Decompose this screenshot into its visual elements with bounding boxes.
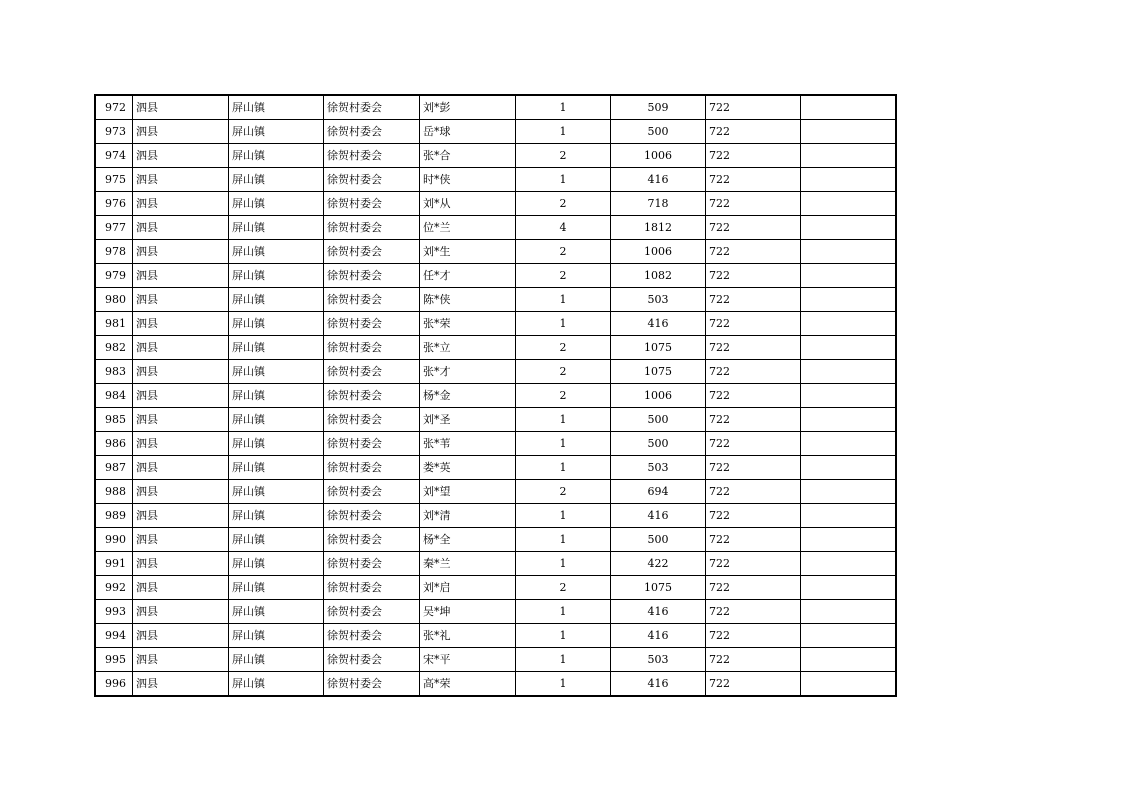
town-cell: 屏山镇	[229, 192, 324, 216]
standard-cell: 722	[706, 672, 801, 696]
standard-cell: 722	[706, 168, 801, 192]
note-cell	[801, 288, 896, 312]
row-number-cell: 987	[96, 456, 133, 480]
people-count-cell: 2	[516, 192, 611, 216]
county-cell: 泗县	[133, 504, 229, 528]
data-table	[95, 95, 896, 696]
name-cell: 杨*金	[420, 384, 516, 408]
village-cell: 徐贺村委会	[324, 240, 420, 264]
village-cell: 徐贺村委会	[324, 384, 420, 408]
people-count-cell: 1	[516, 96, 611, 120]
village-cell: 徐贺村委会	[324, 672, 420, 696]
name-cell: 刘*生	[420, 240, 516, 264]
row-number-cell: 977	[96, 216, 133, 240]
town-cell: 屏山镇	[229, 216, 324, 240]
village-cell: 徐贺村委会	[324, 264, 420, 288]
county-cell: 泗县	[133, 480, 229, 504]
town-cell: 屏山镇	[229, 552, 324, 576]
note-cell	[801, 576, 896, 600]
town-cell: 屏山镇	[229, 120, 324, 144]
amount-cell: 500	[611, 528, 706, 552]
table-row	[96, 96, 896, 120]
village-cell: 徐贺村委会	[324, 336, 420, 360]
village-cell: 徐贺村委会	[324, 624, 420, 648]
name-cell: 刘*从	[420, 192, 516, 216]
row-number-cell: 975	[96, 168, 133, 192]
village-cell: 徐贺村委会	[324, 168, 420, 192]
note-cell	[801, 312, 896, 336]
people-count-cell: 2	[516, 360, 611, 384]
village-cell: 徐贺村委会	[324, 504, 420, 528]
county-cell: 泗县	[133, 168, 229, 192]
standard-cell: 722	[706, 216, 801, 240]
name-cell: 刘*圣	[420, 408, 516, 432]
row-number-cell: 983	[96, 360, 133, 384]
row-number-cell: 978	[96, 240, 133, 264]
town-cell: 屏山镇	[229, 360, 324, 384]
county-cell: 泗县	[133, 360, 229, 384]
town-cell: 屏山镇	[229, 528, 324, 552]
note-cell	[801, 120, 896, 144]
town-cell: 屏山镇	[229, 264, 324, 288]
town-cell: 屏山镇	[229, 648, 324, 672]
amount-cell: 500	[611, 408, 706, 432]
county-cell: 泗县	[133, 288, 229, 312]
name-cell: 吴*坤	[420, 600, 516, 624]
village-cell: 徐贺村委会	[324, 576, 420, 600]
note-cell	[801, 600, 896, 624]
note-cell	[801, 480, 896, 504]
county-cell: 泗县	[133, 624, 229, 648]
town-cell: 屏山镇	[229, 384, 324, 408]
table-row	[96, 120, 896, 144]
note-cell	[801, 456, 896, 480]
village-cell: 徐贺村委会	[324, 144, 420, 168]
row-number-cell: 976	[96, 192, 133, 216]
row-number-cell: 984	[96, 384, 133, 408]
row-number-cell: 995	[96, 648, 133, 672]
standard-cell: 722	[706, 600, 801, 624]
village-cell: 徐贺村委会	[324, 96, 420, 120]
county-cell: 泗县	[133, 264, 229, 288]
amount-cell: 422	[611, 552, 706, 576]
table-row	[96, 528, 896, 552]
amount-cell: 509	[611, 96, 706, 120]
table-row	[96, 336, 896, 360]
village-cell: 徐贺村委会	[324, 216, 420, 240]
people-count-cell: 2	[516, 264, 611, 288]
note-cell	[801, 360, 896, 384]
row-number-cell: 986	[96, 432, 133, 456]
county-cell: 泗县	[133, 192, 229, 216]
amount-cell: 1812	[611, 216, 706, 240]
people-count-cell: 1	[516, 528, 611, 552]
town-cell: 屏山镇	[229, 96, 324, 120]
table-row	[96, 144, 896, 168]
table-row	[96, 432, 896, 456]
county-cell: 泗县	[133, 408, 229, 432]
table-row	[96, 552, 896, 576]
row-number-cell: 974	[96, 144, 133, 168]
amount-cell: 416	[611, 624, 706, 648]
name-cell: 位*兰	[420, 216, 516, 240]
county-cell: 泗县	[133, 528, 229, 552]
people-count-cell: 2	[516, 144, 611, 168]
table-row	[96, 360, 896, 384]
row-number-cell: 990	[96, 528, 133, 552]
amount-cell: 694	[611, 480, 706, 504]
village-cell: 徐贺村委会	[324, 600, 420, 624]
table-row	[96, 408, 896, 432]
row-number-cell: 994	[96, 624, 133, 648]
county-cell: 泗县	[133, 312, 229, 336]
standard-cell: 722	[706, 192, 801, 216]
name-cell: 秦*兰	[420, 552, 516, 576]
table-row	[96, 264, 896, 288]
name-cell: 张*才	[420, 360, 516, 384]
note-cell	[801, 144, 896, 168]
county-cell: 泗县	[133, 120, 229, 144]
amount-cell: 416	[611, 168, 706, 192]
amount-cell: 503	[611, 288, 706, 312]
amount-cell: 416	[611, 312, 706, 336]
county-cell: 泗县	[133, 672, 229, 696]
amount-cell: 1075	[611, 336, 706, 360]
amount-cell: 503	[611, 648, 706, 672]
county-cell: 泗县	[133, 336, 229, 360]
county-cell: 泗县	[133, 240, 229, 264]
name-cell: 高*荣	[420, 672, 516, 696]
standard-cell: 722	[706, 312, 801, 336]
note-cell	[801, 672, 896, 696]
table-row	[96, 672, 896, 696]
village-cell: 徐贺村委会	[324, 192, 420, 216]
amount-cell: 1082	[611, 264, 706, 288]
row-number-cell: 980	[96, 288, 133, 312]
people-count-cell: 1	[516, 600, 611, 624]
county-cell: 泗县	[133, 216, 229, 240]
village-cell: 徐贺村委会	[324, 120, 420, 144]
table-row	[96, 288, 896, 312]
name-cell: 宋*平	[420, 648, 516, 672]
people-count-cell: 1	[516, 624, 611, 648]
table-row	[96, 648, 896, 672]
people-count-cell: 1	[516, 672, 611, 696]
county-cell: 泗县	[133, 384, 229, 408]
row-number-cell: 989	[96, 504, 133, 528]
table-body	[96, 96, 896, 696]
standard-cell: 722	[706, 552, 801, 576]
table-row	[96, 168, 896, 192]
village-cell: 徐贺村委会	[324, 552, 420, 576]
name-cell: 娄*英	[420, 456, 516, 480]
people-count-cell: 2	[516, 480, 611, 504]
standard-cell: 722	[706, 96, 801, 120]
name-cell: 刘*望	[420, 480, 516, 504]
village-cell: 徐贺村委会	[324, 456, 420, 480]
amount-cell: 500	[611, 432, 706, 456]
name-cell: 岳*球	[420, 120, 516, 144]
row-number-cell: 985	[96, 408, 133, 432]
note-cell	[801, 432, 896, 456]
village-cell: 徐贺村委会	[324, 648, 420, 672]
amount-cell: 1075	[611, 576, 706, 600]
name-cell: 任*才	[420, 264, 516, 288]
town-cell: 屏山镇	[229, 288, 324, 312]
standard-cell: 722	[706, 264, 801, 288]
row-number-cell: 992	[96, 576, 133, 600]
standard-cell: 722	[706, 480, 801, 504]
standard-cell: 722	[706, 576, 801, 600]
name-cell: 张*合	[420, 144, 516, 168]
town-cell: 屏山镇	[229, 312, 324, 336]
amount-cell: 718	[611, 192, 706, 216]
village-cell: 徐贺村委会	[324, 288, 420, 312]
row-number-cell: 973	[96, 120, 133, 144]
village-cell: 徐贺村委会	[324, 312, 420, 336]
name-cell: 时*侠	[420, 168, 516, 192]
county-cell: 泗县	[133, 648, 229, 672]
note-cell	[801, 216, 896, 240]
amount-cell: 500	[611, 120, 706, 144]
standard-cell: 722	[706, 528, 801, 552]
name-cell: 刘*彭	[420, 96, 516, 120]
name-cell: 张*荣	[420, 312, 516, 336]
village-cell: 徐贺村委会	[324, 432, 420, 456]
county-cell: 泗县	[133, 576, 229, 600]
town-cell: 屏山镇	[229, 336, 324, 360]
name-cell: 刘*启	[420, 576, 516, 600]
town-cell: 屏山镇	[229, 672, 324, 696]
county-cell: 泗县	[133, 552, 229, 576]
note-cell	[801, 504, 896, 528]
name-cell: 杨*全	[420, 528, 516, 552]
people-count-cell: 1	[516, 552, 611, 576]
standard-cell: 722	[706, 240, 801, 264]
people-count-cell: 1	[516, 648, 611, 672]
town-cell: 屏山镇	[229, 432, 324, 456]
standard-cell: 722	[706, 408, 801, 432]
people-count-cell: 1	[516, 312, 611, 336]
town-cell: 屏山镇	[229, 408, 324, 432]
town-cell: 屏山镇	[229, 480, 324, 504]
row-number-cell: 982	[96, 336, 133, 360]
people-count-cell: 2	[516, 384, 611, 408]
row-number-cell: 996	[96, 672, 133, 696]
amount-cell: 416	[611, 672, 706, 696]
amount-cell: 1006	[611, 240, 706, 264]
town-cell: 屏山镇	[229, 456, 324, 480]
people-count-cell: 1	[516, 120, 611, 144]
town-cell: 屏山镇	[229, 624, 324, 648]
people-count-cell: 1	[516, 408, 611, 432]
note-cell	[801, 336, 896, 360]
town-cell: 屏山镇	[229, 168, 324, 192]
people-count-cell: 2	[516, 240, 611, 264]
people-count-cell: 1	[516, 288, 611, 312]
county-cell: 泗县	[133, 456, 229, 480]
amount-cell: 1075	[611, 360, 706, 384]
table-row	[96, 312, 896, 336]
note-cell	[801, 96, 896, 120]
people-count-cell: 2	[516, 336, 611, 360]
county-cell: 泗县	[133, 96, 229, 120]
village-cell: 徐贺村委会	[324, 480, 420, 504]
note-cell	[801, 552, 896, 576]
name-cell: 张*立	[420, 336, 516, 360]
village-cell: 徐贺村委会	[324, 528, 420, 552]
standard-cell: 722	[706, 648, 801, 672]
name-cell: 陈*侠	[420, 288, 516, 312]
note-cell	[801, 240, 896, 264]
table-row	[96, 504, 896, 528]
town-cell: 屏山镇	[229, 600, 324, 624]
row-number-cell: 991	[96, 552, 133, 576]
town-cell: 屏山镇	[229, 576, 324, 600]
row-number-cell: 981	[96, 312, 133, 336]
table-row	[96, 576, 896, 600]
standard-cell: 722	[706, 288, 801, 312]
people-count-cell: 4	[516, 216, 611, 240]
note-cell	[801, 528, 896, 552]
table-row	[96, 216, 896, 240]
note-cell	[801, 408, 896, 432]
amount-cell: 503	[611, 456, 706, 480]
standard-cell: 722	[706, 336, 801, 360]
people-count-cell: 1	[516, 504, 611, 528]
standard-cell: 722	[706, 384, 801, 408]
amount-cell: 416	[611, 504, 706, 528]
county-cell: 泗县	[133, 144, 229, 168]
town-cell: 屏山镇	[229, 240, 324, 264]
standard-cell: 722	[706, 144, 801, 168]
people-count-cell: 1	[516, 456, 611, 480]
amount-cell: 1006	[611, 384, 706, 408]
people-count-cell: 1	[516, 432, 611, 456]
amount-cell: 416	[611, 600, 706, 624]
row-number-cell: 988	[96, 480, 133, 504]
table-row	[96, 480, 896, 504]
standard-cell: 722	[706, 432, 801, 456]
town-cell: 屏山镇	[229, 144, 324, 168]
village-cell: 徐贺村委会	[324, 360, 420, 384]
row-number-cell: 972	[96, 96, 133, 120]
table-row	[96, 192, 896, 216]
table-row	[96, 240, 896, 264]
standard-cell: 722	[706, 120, 801, 144]
name-cell: 刘*清	[420, 504, 516, 528]
standard-cell: 722	[706, 624, 801, 648]
town-cell: 屏山镇	[229, 504, 324, 528]
village-cell: 徐贺村委会	[324, 408, 420, 432]
people-count-cell: 2	[516, 576, 611, 600]
note-cell	[801, 168, 896, 192]
standard-cell: 722	[706, 456, 801, 480]
name-cell: 张*苇	[420, 432, 516, 456]
name-cell: 张*礼	[420, 624, 516, 648]
table-row	[96, 456, 896, 480]
note-cell	[801, 264, 896, 288]
standard-cell: 722	[706, 360, 801, 384]
note-cell	[801, 192, 896, 216]
table-row	[96, 600, 896, 624]
note-cell	[801, 624, 896, 648]
county-cell: 泗县	[133, 432, 229, 456]
people-count-cell: 1	[516, 168, 611, 192]
note-cell	[801, 384, 896, 408]
table-row	[96, 624, 896, 648]
note-cell	[801, 648, 896, 672]
row-number-cell: 979	[96, 264, 133, 288]
table-row	[96, 384, 896, 408]
amount-cell: 1006	[611, 144, 706, 168]
row-number-cell: 993	[96, 600, 133, 624]
county-cell: 泗县	[133, 600, 229, 624]
standard-cell: 722	[706, 504, 801, 528]
